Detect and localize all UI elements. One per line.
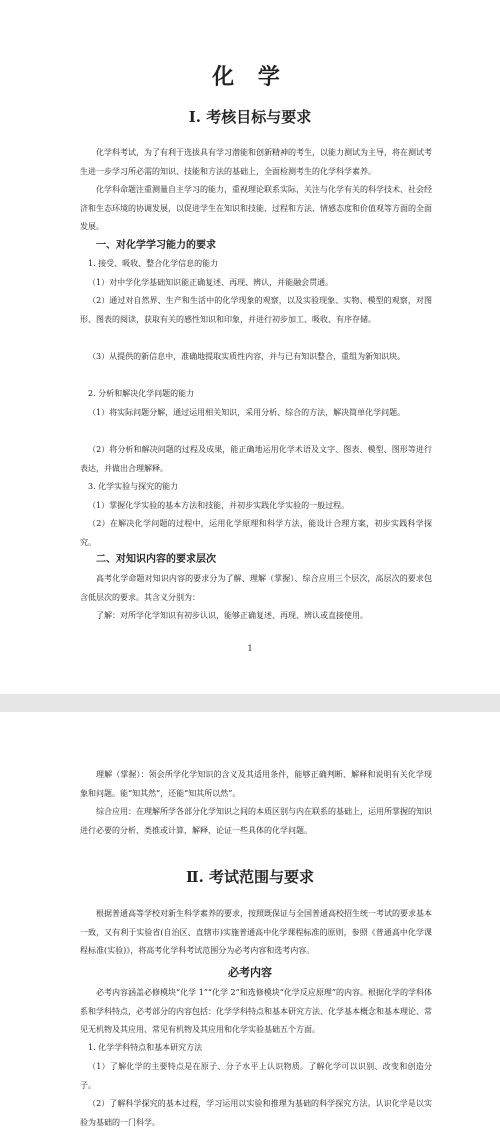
paragraph: 根据普通高等学校对新生科学素养的要求，按照既保证与全国普通高校招生统一考试的要求基本一致，又有利于实验省(自治区、直辖市)实施普通高中化学课程标准的原则，参照《普通高中化学课程标准(实验)》，将高考化学科考试范围分为必考内容和选考内容。 <box>80 909 432 955</box>
section-title-2: Ⅱ. 考试范围与要求 <box>185 868 315 886</box>
list-item: （2）通过对自然界、生产和生活中的化学现象的观察，以及实验现象、实物、模型的观察，对图形、图表的阅读，获取有关的感性知识和印象，并进行初步加工、吸收、有序存储。 <box>80 296 432 324</box>
list-item: 1. 化学学科特点和基本研究方法 <box>88 1043 203 1052</box>
document-page-2 <box>0 712 500 1140</box>
paragraph: 化学科考试，为了有利于选拔具有学习潜能和创新精神的考生，以能力测试为主导，将在测试考生进一步学习所必需的知识、技能和方法的基础上，全面检测考生的化学科学素养。 <box>80 148 432 176</box>
list-item: （2）了解科学探究的基本过程，学习运用以实验和推理为基础的科学探究方法。认识化学是以实验为基础的一门科学。 <box>80 1099 432 1127</box>
list-item: 1. 接受、吸收、整合化学信息的能力 <box>88 259 219 268</box>
paragraph: 高考化学命题对知识内容的要求分为了解、理解（掌握）、综合应用三个层次，高层次的要求包含低层次的要求。其含义分别为： <box>80 574 432 602</box>
list-item: （1）将实际问题分解，通过运用相关知识，采用分析、综合的方法，解决简单化学问题。 <box>88 408 406 417</box>
paragraph: 了解：对所学化学知识有初步认识，能够正确复述、再现、辨认或直接使用。 <box>96 611 368 620</box>
heading: 二、对知识内容的要求层次 <box>96 554 216 565</box>
section-title-1: Ⅰ. 考核目标与要求 <box>188 108 312 126</box>
document-title: 化 学 <box>212 65 288 90</box>
list-item: （1）了解化学的主要特点是在原子、分子水平上认识物质。了解化学可以识别、改变和创造分子。 <box>80 1062 432 1090</box>
paragraph: 化学科命题注重测量自主学习的能力，重视理论联系实际，关注与化学有关的科学技术、社会经济和生态环境的协调发展，以促进学生在知识和技能、过程和方法、情感态度和价值观等方面的全面发展。 <box>80 185 432 231</box>
list-item: （2）在解决化学问题的过程中，运用化学原理和科学方法，能设计合理方案，初步实践科学探究。 <box>80 519 432 547</box>
list-item: 3. 化学实验与探究的能力 <box>88 482 179 491</box>
heading: 一、对化学学习能力的要求 <box>96 240 216 251</box>
list-item: （1）掌握化学实验的基本方法和技能，并初步实践化学实验的一般过程。 <box>88 501 350 510</box>
page-number: 1 <box>247 644 253 653</box>
list-item: （3）从提供的新信息中，准确地提取实质性内容，并与已有知识整合，重组为新知识块。 <box>88 352 406 361</box>
list-item: （1）对中学化学基础知识能正确复述、再现、辨认，并能融会贯通。 <box>88 278 334 287</box>
subsection-title: 必考内容 <box>228 966 272 979</box>
paragraph: 综合应用：在理解所学各部分化学知识之间的本质区别与内在联系的基础上，运用所掌握的知识进行必要的分析、类推或计算，解释、论证一些具体的化学问题。 <box>80 807 432 835</box>
paragraph: 理解（掌握）：领会所学化学知识的含义及其适用条件，能够正确判断、解释和说明有关化学现象和问题。能“知其然”，还能“知其所以然”。 <box>80 770 432 798</box>
paragraph: 必考内容涵盖必修模块“化学 1”“化学 2”和选修模块“化学反应原理”的内容。根据化学的学科体系和学科特点，必考部分的内容包括：化学学科特点和基本研究方法、化学基本概念和基本理论、常见无机物及其应用、常见有机物及其应用和化学实验基础五个方面。 <box>80 988 432 1034</box>
list-item: 2. 分析和解决化学问题的能力 <box>88 389 195 398</box>
page-gap <box>0 694 500 712</box>
list-item: （2）将分析和解决问题的过程及成果，能正确地运用化学术语及文字、图表、模型、图形等进行表达，并做出合理解释。 <box>80 445 432 473</box>
